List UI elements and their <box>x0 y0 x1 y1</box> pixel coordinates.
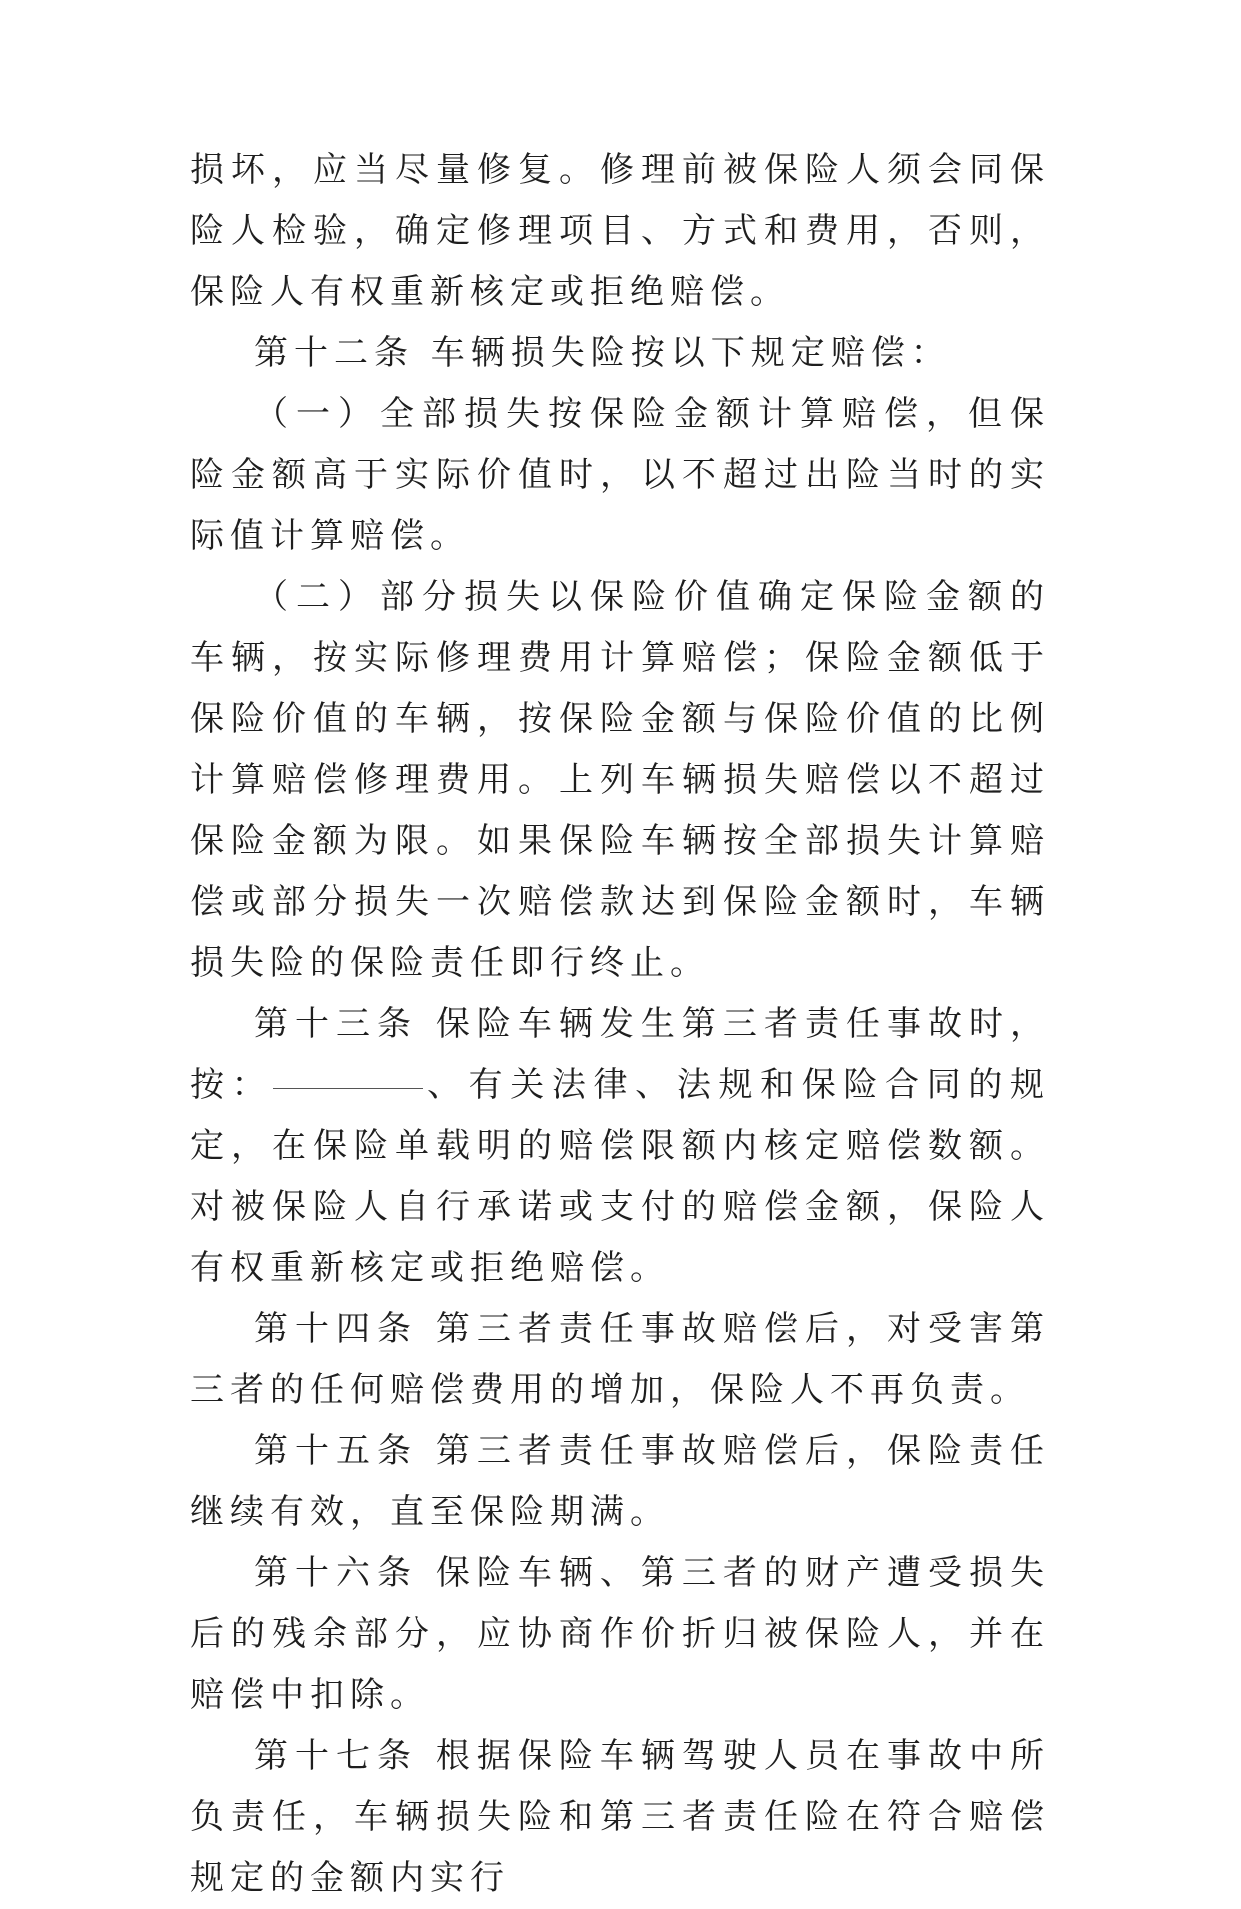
fill-in-blank-line <box>273 1088 423 1089</box>
article-13-text-after: 、有关法律、法规和保险合同的规定，在保险单载明的赔偿限额内核定赔偿数额。对被保险人自行承诺或支付的赔偿金额，保险人有权重新核定或拒绝赔偿。 <box>190 1065 1051 1288</box>
article-13-text-before: 第十三条 保险车辆发生第三者责任事故时，按： <box>190 1004 1050 1105</box>
paragraph-article-12-item-1: （一）全部损失按保险金额计算赔偿，但保险金额高于实际价值时，以不超过出险当时的实际值计算赔偿。 <box>190 394 1050 556</box>
paragraph-continuation: 损坏，应当尽量修复。修理前被保险人须会同保险人检验，确定修理项目、方式和费用，否则，保险人有权重新核定或拒绝赔偿。 <box>190 150 1050 312</box>
paragraph-article-12: 第十二条 车辆损失险按以下规定赔偿： <box>254 333 951 373</box>
paragraph-article-15: 第十五条 第三者责任事故赔偿后，保险责任继续有效，直至保险期满。 <box>190 1431 1050 1532</box>
paragraph-article-14: 第十四条 第三者责任事故赔偿后，对受害第三者的任何赔偿费用的增加，保险人不再负责。 <box>190 1309 1050 1410</box>
paragraph-article-17: 第十七条 根据保险车辆驾驶人员在事故中所负责任，车辆损失险和第三者责任险在符合赔偿规定的金额内实行 <box>190 1736 1050 1898</box>
paragraph-article-16: 第十六条 保险车辆、第三者的财产遭受损失后的残余部分，应协商作价折归被保险人，并在赔偿中扣除。 <box>190 1553 1050 1715</box>
document-page <box>190 140 1050 1909</box>
paragraph-article-12-item-2: （二）部分损失以保险价值确定保险金额的车辆，按实际修理费用计算赔偿；保险金额低于保险价值的车辆，按保险金额与保险价值的比例计算赔偿修理费用。上列车辆损失赔偿以不超过保险金额为限。如果保险车辆按全部损失计算赔偿或部分损失一次赔偿款达到保险金额时，车辆损失险的保险责任即行终止。 <box>190 577 1050 983</box>
paragraph-article-13 <box>190 994 1050 1299</box>
